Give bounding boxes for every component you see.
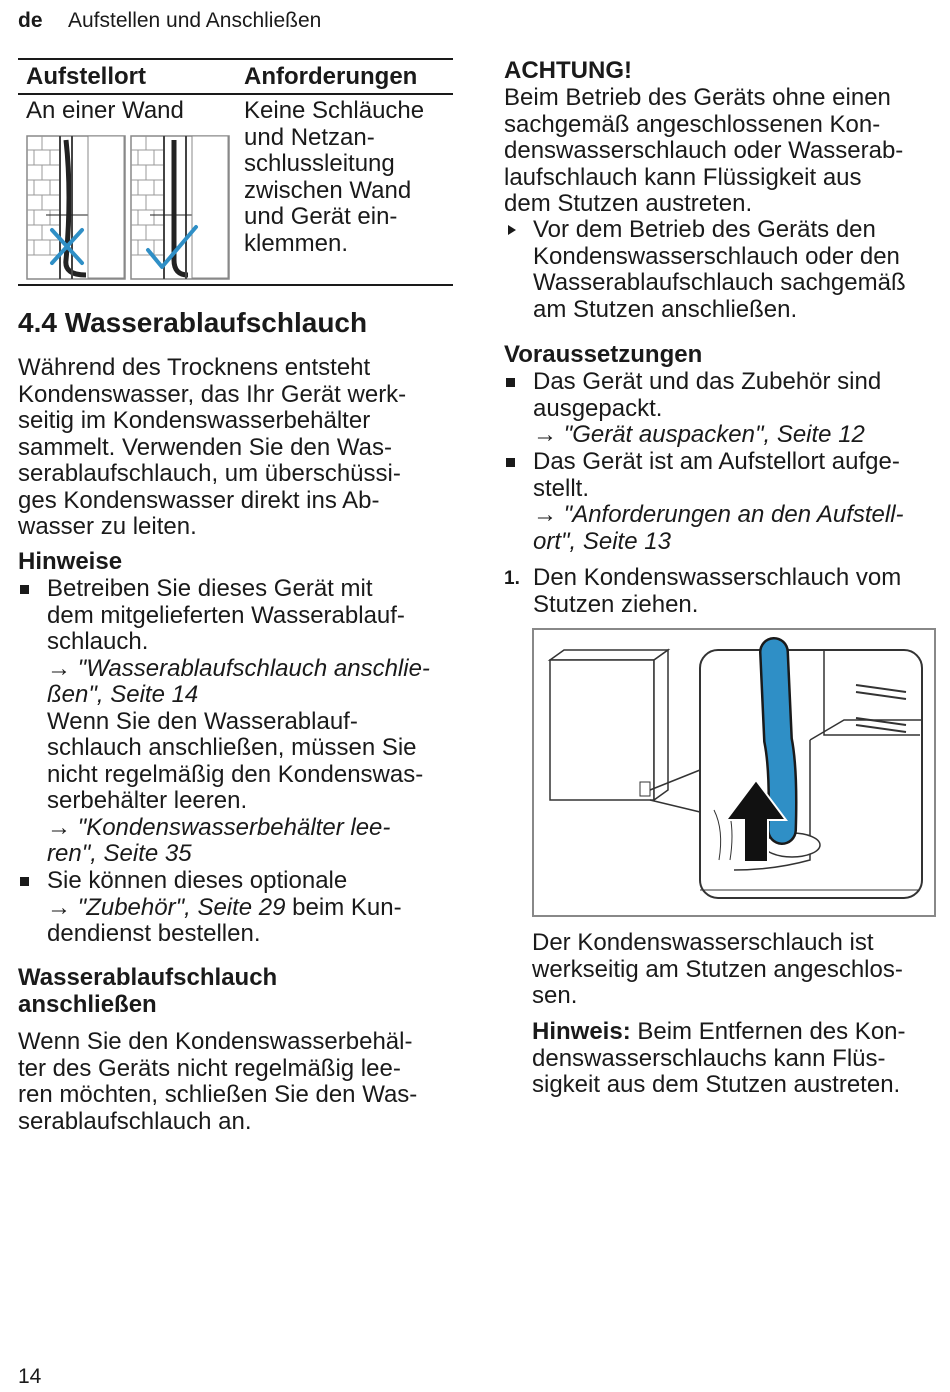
table-cell-requirements: Keine Schläuche und Netzan- schlussleitung zwischen Wand und Gerät ein- klemmen. bbox=[244, 97, 425, 257]
chapter-title: Aufstellen und Anschließen bbox=[68, 9, 322, 32]
note-item: Sie können dieses optionale → "Zubehör", Seite 29 beim Kun- dendienst bestellen. bbox=[18, 868, 482, 948]
notes-title: Hinweise bbox=[18, 548, 123, 575]
hose-removal-illustration bbox=[532, 628, 936, 917]
page-number: 14 bbox=[18, 1365, 42, 1388]
cross-reference[interactable]: → "Wasserablaufschlauch anschlie- bbox=[47, 654, 430, 682]
language-code: de bbox=[18, 9, 43, 32]
note-item: Betreiben Sie dieses Gerät mit dem mitgelieferten Wasserablauf- schlauch. → "Wasserablaufschlauch anschlie- ßen", Seite 14 Wenn Sie den Wasserablauf- schlauch anschließen, müssen Sie nicht regelmäßig den Kondenswas- serbehälter leeren. → "Kondenswasserbehälter lee- ren", Seite 35 bbox=[18, 576, 482, 868]
cross-reference[interactable]: → "Zubehör", Seite 29 bbox=[47, 893, 286, 921]
table-header-place: Aufstellort bbox=[26, 63, 146, 90]
step-result: Der Kondenswasserschlauch ist werkseitig am Stutzen angeschlos- sen. bbox=[532, 929, 903, 1009]
wall-hose-correct-illustration bbox=[130, 135, 230, 280]
cross-reference[interactable]: → "Anforderungen an den Aufstell- bbox=[533, 501, 904, 528]
subsection-text: Wenn Sie den Kondenswasserbehäl- ter des Geräts nicht regelmäßig lee- ren möchten, schließen Sie den Was- serablaufschlauch an. bbox=[18, 1028, 418, 1135]
step-item: 1. Den Kondenswasserschlauch vom Stutzen ziehen. bbox=[504, 564, 902, 618]
caution-action: Vor dem Betrieb des Geräts den Kondenswasserschlauch oder den Wasserablaufschlauch sachgemäß am Stutzen anschließen. bbox=[504, 217, 950, 323]
step-number: 1. bbox=[504, 568, 520, 589]
prerequisite-item: Das Gerät und das Zubehör sind ausgepackt. → "Gerät auspacken", Seite 12 bbox=[504, 369, 950, 449]
cross-reference[interactable]: → "Kondenswasserbehälter lee- bbox=[47, 813, 391, 841]
table-header-requirements: Anforderungen bbox=[244, 63, 418, 90]
wall-hose-wrong-illustration bbox=[26, 135, 126, 280]
prerequisite-item: Das Gerät ist am Aufstellort aufge- stellt. → "Anforderungen an den Aufstell- ort", Seite 13 bbox=[504, 449, 950, 555]
caution-text: Beim Betrieb des Geräts ohne einen sachgemäß angeschlossenen Kon- denswasserschlauch oder Wasserab- laufschlauch kann Flüssigkeit aus dem Stutzen austreten. bbox=[504, 84, 904, 217]
subsection-title: Wasserablaufschlauch anschließen bbox=[18, 964, 278, 1018]
table-cell-place: An einer Wand bbox=[26, 97, 184, 124]
section-intro: Während des Trocknens entsteht Kondenswasser, das Ihr Gerät werk- seitig im Kondenswasserbehälter sammelt. Verwenden Sie den Was- serablaufschlauch, um überschüssi- ges Kondenswasser direkt ins Ab- wasser zu leiten. bbox=[18, 354, 407, 540]
caution-title: ACHTUNG! bbox=[504, 57, 632, 84]
placement-table bbox=[18, 58, 453, 286]
cross-reference[interactable]: → "Gerät auspacken", Seite 12 bbox=[533, 421, 865, 448]
hint-text: Hinweis: Beim Entfernen des Kon- denswasserschlauchs kann Flüs- sigkeit aus dem Stutzen austreten. bbox=[532, 1018, 906, 1098]
section-title: 4.4 Wasserablaufschlauch bbox=[18, 307, 368, 338]
prerequisites-title: Voraussetzungen bbox=[504, 341, 703, 368]
